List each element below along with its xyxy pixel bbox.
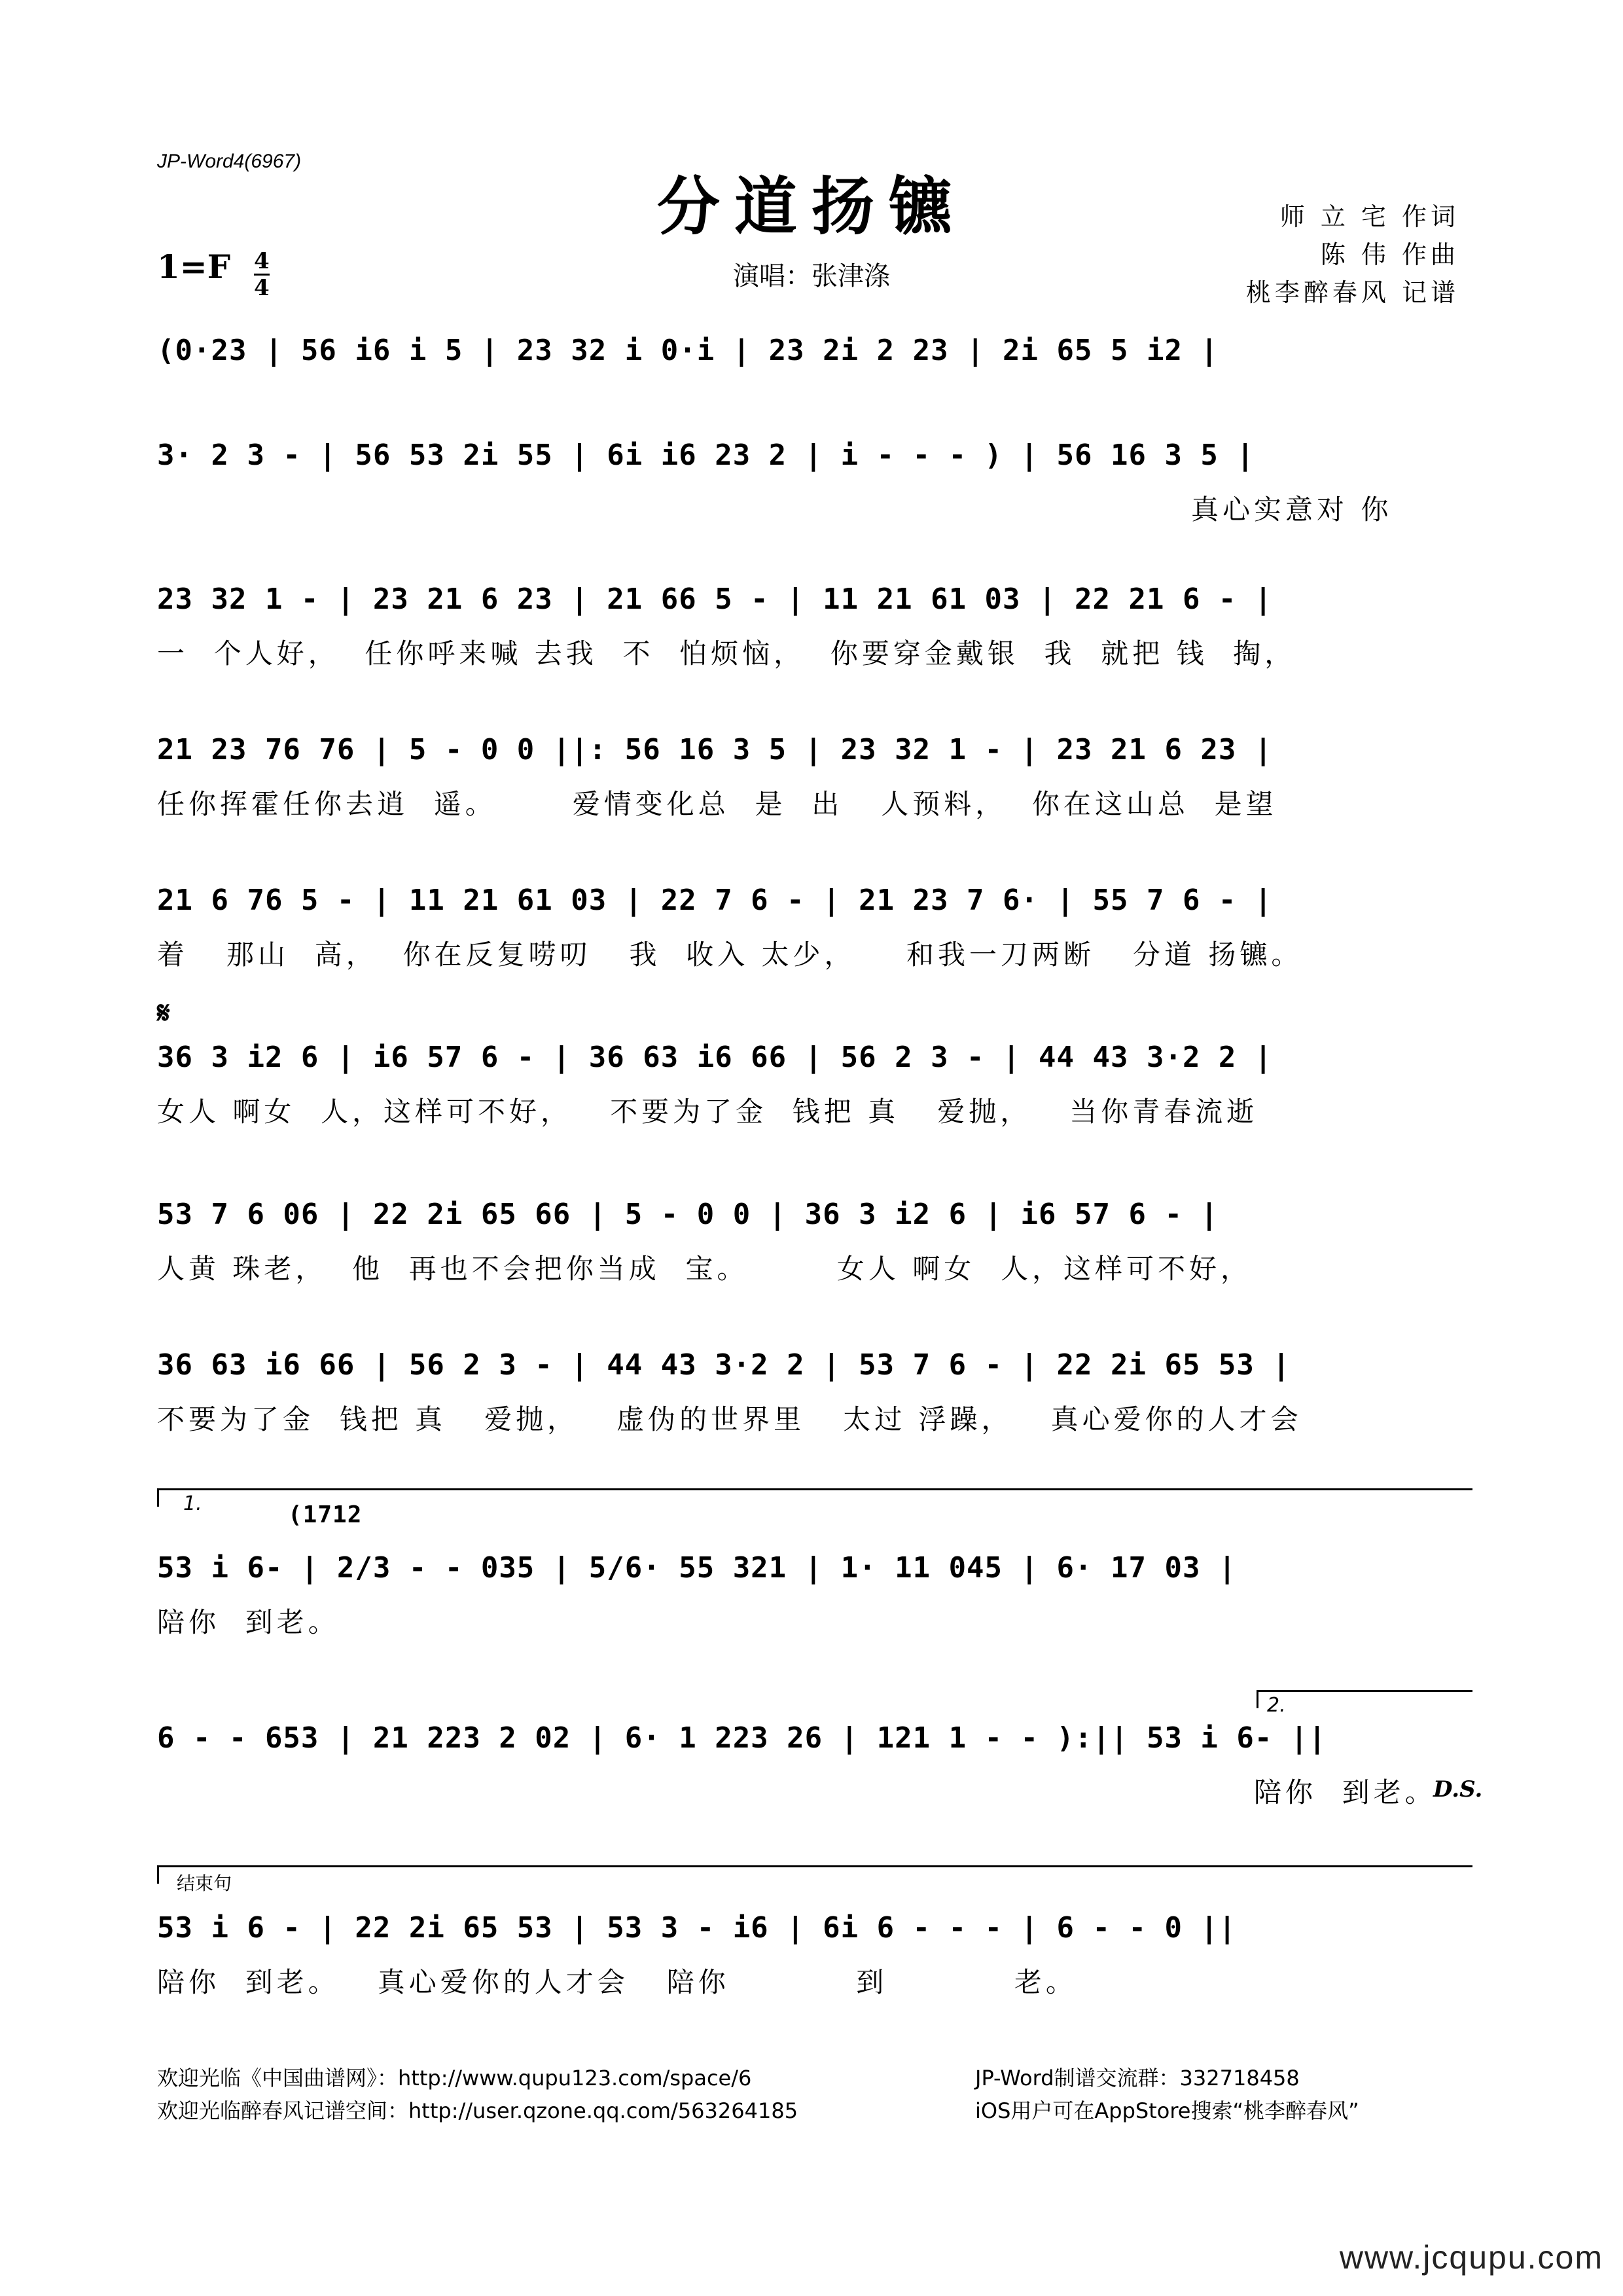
lyrics-line: 着 那山 高， 你在反复唠叨 我 收入 太少， 和我一刀两断 分道 扬镳。 (157, 939, 1303, 971)
singer: 演唱：张津涤 (733, 261, 890, 291)
lyrics-line: 陪你 到老。 (157, 1606, 340, 1638)
composer: 陈 伟 作曲 (1320, 240, 1459, 269)
ending-tick (157, 1865, 159, 1884)
ds-marker: D.S. (1433, 1776, 1483, 1803)
notes-line: 53 7 6 06 | 22 2i 65 66 | 5 - 0 0 | 36 3 i2 6 | i6 57 6 - | (157, 1198, 1219, 1231)
song-title: 分道扬镳 (657, 170, 966, 243)
generator-label: JP-Word4(6967) (157, 151, 302, 172)
ending-label: 结束句 (177, 1873, 232, 1894)
volta-2-label: 2. (1267, 1694, 1286, 1717)
watermark: www.jcqupu.com (1339, 2239, 1603, 2276)
lyrics-line: 女人 啊女 人，这样可不好， 不要为了金 钱把 真 爱抛， 当你青春流逝 (157, 1096, 1258, 1128)
time-top: 4 (254, 248, 270, 274)
volta-2-bracket (1257, 1690, 1472, 1692)
volta-2-tick (1257, 1690, 1258, 1708)
lyrics-line: 陪你 到老。 真心爱你的人才会 陪你 到 老。 (157, 1966, 1077, 1998)
footer-ios: iOS用户可在AppStore搜索“桃李醉春风” (975, 2098, 1359, 2123)
volta-1-bracket (157, 1488, 1472, 1490)
lyrics-line: 不要为了金 钱把 真 爱抛， 虚伪的世界里 太过 浮躁， 真心爱你的人才会 (157, 1403, 1302, 1435)
notes-line: 53 i 6 - | 22 2i 65 53 | 53 3 - i6 | 6i 6 - - - | 6 - - 0 || (157, 1911, 1237, 1945)
lyrics-line: 真心实意对 你 (1191, 493, 1393, 526)
volta-1-tick (157, 1488, 159, 1507)
lyrics-line: 一 个人好， 任你呼来喊 去我 不 怕烦恼， 你要穿金戴银 我 就把 钱 掏， (157, 637, 1296, 670)
lyricist: 师 立 宅 作词 (1279, 202, 1459, 231)
intro-notes: (1712 (288, 1501, 363, 1528)
time-bottom: 4 (254, 275, 270, 301)
notes-line: 36 3 i2 6 | i6 57 6 - | 36 63 i6 66 | 56 2 3 - | 44 43 3·2 2 | (157, 1041, 1273, 1074)
notes-line: 53 i 6- | 2/3 - - 035 | 5/6· 55 321 | 1· 11 045 | 6· 17 03 | (157, 1551, 1237, 1585)
segno-sign: 𝄋 (157, 995, 170, 1030)
lyrics-line: 任你挥霍任你去逍 遥。 爱情变化总 是 出 人预料， 你在这山总 是望 (157, 788, 1277, 820)
notes-line: (0·23 | 56 i6 i 5 | 23 32 i 0·i | 23 2i 2 23 | 2i 65 5 i2 | (157, 334, 1219, 367)
notes-line: 36 63 i6 66 | 56 2 3 - | 44 43 3·2 2 | 53 7 6 - | 22 2i 65 53 | (157, 1348, 1291, 1382)
lyrics-line: 陪你 到老。 (1254, 1776, 1436, 1808)
notes-line: 21 23 76 76 | 5 - 0 0 ||: 56 16 3 5 | 23 32 1 - | 23 21 6 23 | (157, 733, 1273, 766)
notes-line: 6 - - 653 | 21 223 2 02 | 6· 1 223 26 | 121 1 - - ):|| 53 i 6- || (157, 1721, 1327, 1755)
ending-bracket (157, 1865, 1472, 1867)
footer-group: JP-Word制谱交流群：332718458 (975, 2066, 1300, 2090)
notes-line: 3· 2 3 - | 56 53 2i 55 | 6i i6 23 2 | i - - - ) | 56 16 3 5 | (157, 439, 1255, 472)
footer-site-link: 欢迎光临《中国曲谱网》：http://www.qupu123.com/space/6 (157, 2066, 752, 2090)
lyrics-line: 人黄 珠老， 他 再也不会把你当成 宝。 女人 啊女 人，这样可不好， (157, 1253, 1252, 1285)
footer-space-link: 欢迎光临醉春风记谱空间：http://user.qzone.qq.com/563264185 (157, 2098, 798, 2123)
key-signature: 1=F (157, 247, 231, 286)
transcriber: 桃李醉春风 记谱 (1245, 278, 1459, 307)
notes-line: 21 6 76 5 - | 11 21 61 03 | 22 7 6 - | 21 23 7 6· | 55 7 6 - | (157, 884, 1273, 917)
volta-1-label: 1. (183, 1492, 202, 1515)
notes-line: 23 32 1 - | 23 21 6 23 | 21 66 5 - | 11 21 61 03 | 22 21 6 - | (157, 583, 1273, 616)
